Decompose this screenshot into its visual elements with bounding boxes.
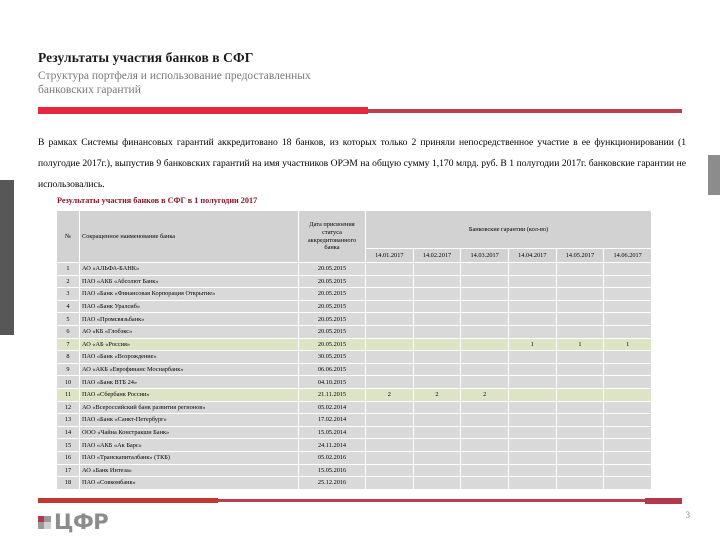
cell-guarantee-6 — [604, 464, 652, 477]
cell-guarantee-2 — [413, 338, 461, 351]
cell-guarantee-5 — [556, 325, 604, 338]
body-paragraph: В рамках Системы финансовых гарантий аккредитовано 18 банков, из которых только 2 приняли непосредственное участие в ее функционировании (1 полугодие 2017г.), выпустив 9 банковских гарантий на имя участников ОРЭМ на общую сумму 1,170 млрд. руб. В 1 полугодии 2017г. банковские гарантии не использовались. — [38, 137, 686, 190]
cell-guarantee-2: 2 — [413, 388, 461, 401]
cell-num: 7 — [57, 338, 80, 351]
cell-guarantee-5 — [556, 275, 604, 288]
table-header-row-top — [57, 211, 652, 249]
cell-bank-name: ПАО «Промсвязьбанк» — [80, 313, 299, 326]
cell-guarantee-2 — [413, 439, 461, 452]
cell-guarantee-5 — [556, 300, 604, 313]
cell-guarantee-5 — [556, 477, 604, 490]
cell-guarantee-1 — [366, 263, 414, 276]
cell-status-date: 17.02.2014 — [299, 414, 366, 427]
cell-guarantee-5 — [556, 451, 604, 464]
cell-guarantee-4 — [508, 363, 556, 376]
cell-bank-name: АО «АЛЬФА-БАНК» — [80, 263, 299, 276]
cell-guarantee-6 — [604, 325, 652, 338]
cell-guarantee-2 — [413, 325, 461, 338]
cell-guarantee-6 — [604, 451, 652, 464]
cell-guarantee-2 — [413, 426, 461, 439]
page-title: Результаты участия банков в СФГ — [38, 50, 254, 65]
cell-guarantee-4 — [508, 376, 556, 389]
cell-bank-name: АО «КБ «Глобэкс» — [80, 325, 299, 338]
cell-guarantee-1 — [366, 351, 414, 364]
cell-guarantee-2 — [413, 275, 461, 288]
cell-guarantee-3 — [461, 263, 509, 276]
cell-guarantee-3 — [461, 464, 509, 477]
cell-guarantee-2 — [413, 313, 461, 326]
header-date-col-6: 14.06.2017 — [604, 249, 652, 263]
cell-guarantee-4 — [508, 439, 556, 452]
cell-status-date: 20.05.2015 — [299, 288, 366, 301]
table-row — [57, 275, 652, 288]
cell-guarantee-4: 1 — [508, 338, 556, 351]
cell-guarantee-1 — [366, 288, 414, 301]
cell-guarantee-3 — [461, 376, 509, 389]
cell-bank-name: ПАО «Сбербанк России» — [80, 388, 299, 401]
cell-guarantee-1 — [366, 313, 414, 326]
cell-guarantee-4 — [508, 263, 556, 276]
cell-num: 11 — [57, 388, 80, 401]
cell-num: 10 — [57, 376, 80, 389]
cell-guarantee-3 — [461, 275, 509, 288]
cell-num: 18 — [57, 477, 80, 490]
cell-guarantee-4 — [508, 414, 556, 427]
cell-guarantee-6 — [604, 414, 652, 427]
table-body — [57, 263, 652, 490]
cell-guarantee-2 — [413, 414, 461, 427]
cell-guarantee-2 — [413, 351, 461, 364]
cell-guarantee-4 — [508, 451, 556, 464]
cell-guarantee-1 — [366, 376, 414, 389]
cell-guarantee-6 — [604, 376, 652, 389]
cell-bank-name: ПАО «Банк «Возрождение» — [80, 351, 299, 364]
cell-bank-name: ПАО «Банк ВТБ 24» — [80, 376, 299, 389]
cell-num: 14 — [57, 426, 80, 439]
results-table-wrapper — [56, 210, 652, 490]
cell-status-date: 05.02.2016 — [299, 451, 366, 464]
cell-guarantee-4 — [508, 464, 556, 477]
cell-guarantee-6 — [604, 363, 652, 376]
cell-status-date: 04.10.2015 — [299, 376, 366, 389]
header-date-col-1: 14.01.2017 — [366, 249, 414, 263]
table-row — [57, 300, 652, 313]
cell-bank-name: АО «АБ «Россия» — [80, 338, 299, 351]
cell-guarantee-1 — [366, 300, 414, 313]
header-divider — [38, 107, 682, 114]
cell-bank-name: ПАО «АКБ «Ак Барс» — [80, 439, 299, 452]
page-number: 3 — [685, 510, 690, 520]
cell-guarantee-4 — [508, 477, 556, 490]
cell-guarantee-6 — [604, 401, 652, 414]
cell-status-date: 15.05.2014 — [299, 426, 366, 439]
table-row — [57, 313, 652, 326]
cell-guarantee-3 — [461, 477, 509, 490]
table-row — [57, 464, 652, 477]
cell-guarantee-6 — [604, 477, 652, 490]
table-row — [57, 388, 652, 401]
cell-guarantee-5 — [556, 426, 604, 439]
footer-divider — [38, 498, 682, 503]
logo-mark-icon — [38, 516, 51, 529]
table-row — [57, 439, 652, 452]
cell-status-date: 20.05.2015 — [299, 275, 366, 288]
cell-bank-name: ПАО «Банк «Финансовая Корпорация Открытие» — [80, 288, 299, 301]
cell-guarantee-6 — [604, 351, 652, 364]
cell-status-date: 20.05.2015 — [299, 300, 366, 313]
cell-guarantee-6 — [604, 275, 652, 288]
header-divider-strong — [38, 107, 368, 114]
cell-guarantee-6 — [604, 263, 652, 276]
cell-guarantee-1 — [366, 477, 414, 490]
left-accent-bar — [0, 180, 14, 335]
right-accent-bar — [708, 155, 720, 195]
cell-guarantee-1 — [366, 414, 414, 427]
cell-status-date: 25.12.2016 — [299, 477, 366, 490]
cell-num: 1 — [57, 263, 80, 276]
cell-guarantee-4 — [508, 313, 556, 326]
table-row — [57, 363, 652, 376]
cell-num: 3 — [57, 288, 80, 301]
cell-num: 15 — [57, 439, 80, 452]
cell-guarantee-5 — [556, 313, 604, 326]
cell-guarantee-2 — [413, 263, 461, 276]
cell-bank-name: ПАО «Банк «Санкт-Петербург» — [80, 414, 299, 427]
cell-guarantee-2 — [413, 451, 461, 464]
cell-guarantee-5 — [556, 388, 604, 401]
cell-guarantee-6 — [604, 313, 652, 326]
cell-bank-name: ООО «Чайна Констракшн Банк» — [80, 426, 299, 439]
results-table — [56, 210, 652, 490]
cell-num: 9 — [57, 363, 80, 376]
cell-guarantee-3 — [461, 451, 509, 464]
table-row — [57, 401, 652, 414]
cell-guarantee-1 — [366, 338, 414, 351]
cell-bank-name: АО «АКБ «Еврофинанс Моснарбанк» — [80, 363, 299, 376]
cell-bank-name: ПАО «Совкомбанк» — [80, 477, 299, 490]
cell-guarantee-1 — [366, 451, 414, 464]
cell-status-date: 20.05.2015 — [299, 263, 366, 276]
cell-bank-name: ПАО «Транскапиталбанк» (ТКБ) — [80, 451, 299, 464]
cell-guarantee-6 — [604, 300, 652, 313]
header-date-col-2: 14.02.2017 — [413, 249, 461, 263]
cell-num: 6 — [57, 325, 80, 338]
cell-guarantee-1 — [366, 325, 414, 338]
cell-num: 16 — [57, 451, 80, 464]
cell-guarantee-1 — [366, 401, 414, 414]
cell-guarantee-5 — [556, 414, 604, 427]
cell-guarantee-3 — [461, 300, 509, 313]
cell-status-date: 05.02.2014 — [299, 401, 366, 414]
cell-status-date: 15.05.2016 — [299, 464, 366, 477]
cell-guarantee-5 — [556, 401, 604, 414]
cell-guarantee-1 — [366, 464, 414, 477]
cell-guarantee-4 — [508, 351, 556, 364]
cell-guarantee-1: 2 — [366, 388, 414, 401]
cell-num: 4 — [57, 300, 80, 313]
table-row — [57, 288, 652, 301]
cell-guarantee-4 — [508, 300, 556, 313]
cell-guarantee-4 — [508, 325, 556, 338]
cell-guarantee-4 — [508, 288, 556, 301]
cell-status-date: 20.05.2015 — [299, 313, 366, 326]
cell-status-date: 24.11.2014 — [299, 439, 366, 452]
cell-guarantee-2 — [413, 464, 461, 477]
cell-guarantee-5 — [556, 439, 604, 452]
cell-guarantee-3 — [461, 313, 509, 326]
table-row — [57, 338, 652, 351]
cell-guarantee-3: 2 — [461, 388, 509, 401]
cell-guarantee-1 — [366, 426, 414, 439]
cell-status-date: 21.11.2015 — [299, 388, 366, 401]
cell-guarantee-2 — [413, 300, 461, 313]
table-row — [57, 477, 652, 490]
cell-guarantee-1 — [366, 275, 414, 288]
cell-bank-name: АО «Всероссийский банк развития регионов» — [80, 401, 299, 414]
cell-guarantee-6 — [604, 426, 652, 439]
table-row — [57, 414, 652, 427]
footer-accent-block — [645, 498, 682, 504]
cell-guarantee-1 — [366, 439, 414, 452]
cell-guarantee-2 — [413, 376, 461, 389]
cell-num: 17 — [57, 464, 80, 477]
table-row — [57, 263, 652, 276]
cell-guarantee-6 — [604, 439, 652, 452]
body-text — [38, 132, 686, 195]
table-row — [57, 376, 652, 389]
cell-bank-name: ПАО «Банк Уралсиб» — [80, 300, 299, 313]
cell-status-date: 20.05.2015 — [299, 338, 366, 351]
cell-guarantee-3 — [461, 325, 509, 338]
cell-guarantee-3 — [461, 401, 509, 414]
cell-num: 2 — [57, 275, 80, 288]
cell-guarantee-2 — [413, 288, 461, 301]
table-row — [57, 426, 652, 439]
cell-guarantee-6: 1 — [604, 338, 652, 351]
cell-guarantee-5 — [556, 464, 604, 477]
table-row — [57, 325, 652, 338]
cell-guarantee-5 — [556, 288, 604, 301]
cell-guarantee-3 — [461, 414, 509, 427]
table-head — [57, 211, 652, 263]
cell-guarantee-2 — [413, 401, 461, 414]
header-date-col-5: 14.05.2017 — [556, 249, 604, 263]
cell-guarantee-1 — [366, 363, 414, 376]
cell-guarantee-5 — [556, 263, 604, 276]
cell-guarantee-6 — [604, 388, 652, 401]
cell-guarantee-3 — [461, 338, 509, 351]
table-caption: Результаты участия банков в СФГ в 1 полугодии 2017 — [57, 196, 258, 205]
cell-num: 13 — [57, 414, 80, 427]
header-guarantees-group: Банковские гарантии (кол-во) — [366, 211, 652, 249]
cell-guarantee-3 — [461, 363, 509, 376]
cell-bank-name: АО «Банк Интеза» — [80, 464, 299, 477]
cell-guarantee-4 — [508, 401, 556, 414]
cell-guarantee-3 — [461, 439, 509, 452]
cell-guarantee-6 — [604, 288, 652, 301]
footer-divider-strong — [38, 498, 218, 503]
cell-guarantee-4 — [508, 426, 556, 439]
cell-guarantee-2 — [413, 477, 461, 490]
cell-num: 12 — [57, 401, 80, 414]
cell-guarantee-3 — [461, 426, 509, 439]
header-status-date: Дата присвоения статуса аккредитованного банка — [299, 211, 366, 263]
table-row — [57, 451, 652, 464]
cell-guarantee-4 — [508, 388, 556, 401]
cell-guarantee-3 — [461, 288, 509, 301]
header-date-col-3: 14.03.2017 — [461, 249, 509, 263]
cell-guarantee-2 — [413, 363, 461, 376]
cell-guarantee-3 — [461, 351, 509, 364]
cell-num: 5 — [57, 313, 80, 326]
cell-bank-name: ПАО «АКБ «Абсолют Банк» — [80, 275, 299, 288]
header-divider-weak — [368, 109, 682, 113]
page-subtitle: Структура портфеля и использование предоставленных банковских гарантий — [38, 70, 311, 96]
table-row — [57, 351, 652, 364]
company-logo — [38, 512, 108, 533]
header-num: № — [57, 211, 80, 263]
cell-guarantee-5 — [556, 363, 604, 376]
cell-status-date: 20.05.2015 — [299, 325, 366, 338]
cell-status-date: 06.06.2015 — [299, 363, 366, 376]
cell-status-date: 30.05.2015 — [299, 351, 366, 364]
cell-guarantee-5 — [556, 351, 604, 364]
cell-num: 8 — [57, 351, 80, 364]
header-bank-name: Сокращенное наименование банка — [80, 211, 299, 263]
cell-guarantee-4 — [508, 275, 556, 288]
header-date-col-4: 14.04.2017 — [508, 249, 556, 263]
cell-guarantee-5 — [556, 376, 604, 389]
cell-guarantee-5: 1 — [556, 338, 604, 351]
logo-text: ЦФР — [54, 510, 109, 534]
footer-divider-weak — [218, 499, 682, 502]
